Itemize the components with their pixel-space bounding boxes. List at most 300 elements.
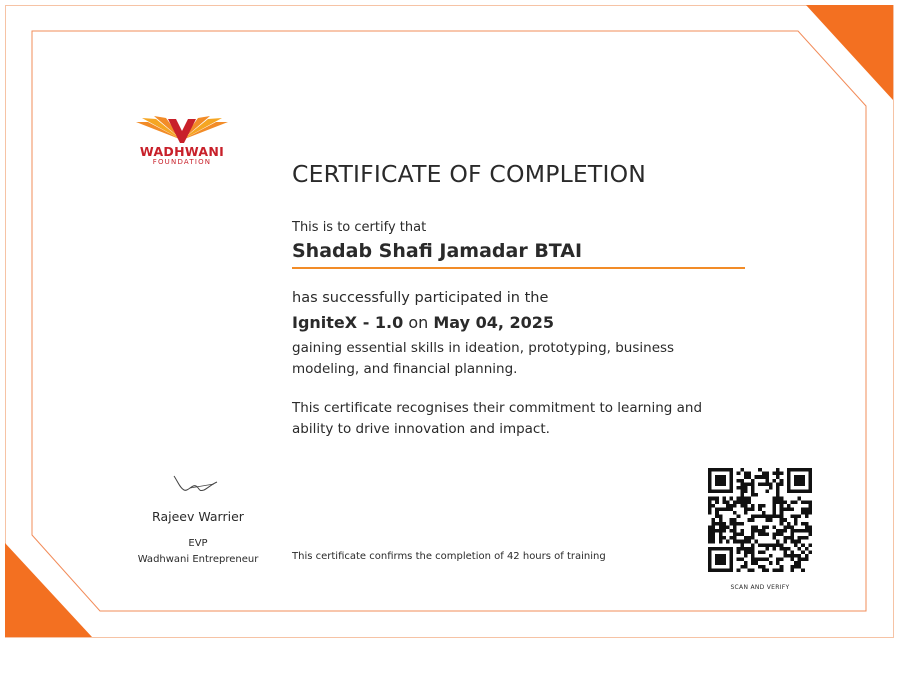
qr-module <box>769 482 773 486</box>
qr-module <box>787 522 791 526</box>
qr-module <box>808 525 812 529</box>
qr-module <box>790 550 794 554</box>
qr-module <box>790 533 794 537</box>
qr-module <box>730 522 734 526</box>
qr-module <box>773 479 777 483</box>
qr-module <box>780 472 784 476</box>
skills-text: gaining essential skills in ideation, prototyping, business modeling, and financial planning. <box>292 340 675 377</box>
qr-module <box>747 482 751 486</box>
qr-module <box>798 540 802 544</box>
qr-module <box>751 529 755 533</box>
qr-module <box>751 554 755 558</box>
qr-module <box>787 554 791 558</box>
qr-module <box>808 507 812 511</box>
qr-module <box>765 525 769 529</box>
qr-module <box>747 568 751 572</box>
qr-module <box>733 500 737 504</box>
qr-module <box>776 472 780 476</box>
qr-module <box>747 518 751 522</box>
qr-module <box>780 497 784 501</box>
qr-module <box>790 529 794 533</box>
qr-module <box>751 533 755 537</box>
qr-module <box>805 547 809 551</box>
qr-module <box>755 475 759 479</box>
qr-module <box>708 540 712 544</box>
qr-module <box>744 504 748 508</box>
qr-module <box>747 507 751 511</box>
qr-module <box>740 479 744 483</box>
qr-module <box>783 540 787 544</box>
qr-module <box>747 536 751 540</box>
qr-module <box>712 525 716 529</box>
qr-module <box>740 565 744 569</box>
qr-module <box>744 554 748 558</box>
qr-module <box>747 497 751 501</box>
qr-module <box>805 507 809 511</box>
qr-module <box>780 515 784 519</box>
qr-module <box>758 558 762 562</box>
qr-module <box>740 493 744 497</box>
qr-module <box>733 518 737 522</box>
qr-module <box>783 529 787 533</box>
qr-code-icon[interactable] <box>708 468 812 572</box>
qr-module <box>708 511 712 515</box>
signature-scribble <box>170 472 220 496</box>
qr-module <box>758 468 762 472</box>
qr-module <box>719 518 723 522</box>
qr-module <box>744 486 748 490</box>
qr-module <box>801 529 805 533</box>
qr-module <box>726 504 730 508</box>
qr-module <box>765 558 769 562</box>
qr-module <box>762 482 766 486</box>
qr-module <box>733 533 737 537</box>
qr-module <box>726 500 730 504</box>
qr-module <box>808 511 812 515</box>
qr-module <box>740 504 744 508</box>
qr-module <box>744 536 748 540</box>
qr-module <box>744 540 748 544</box>
qr-module <box>762 533 766 537</box>
qr-module <box>769 515 773 519</box>
qr-module <box>798 554 802 558</box>
qr-module <box>762 472 766 476</box>
qr-module <box>801 507 805 511</box>
qr-module <box>758 550 762 554</box>
qr-module <box>780 547 784 551</box>
qr-module <box>730 529 734 533</box>
qr-module <box>790 565 794 569</box>
qr-module <box>773 547 777 551</box>
certificate-title: CERTIFICATE OF COMPLETION <box>292 160 647 188</box>
qr-module <box>737 500 741 504</box>
qr-module <box>805 522 809 526</box>
qr-module <box>805 525 809 529</box>
qr-module <box>758 533 762 537</box>
qr-module <box>798 547 802 551</box>
qr-module <box>780 529 784 533</box>
qr-module <box>730 536 734 540</box>
qr-module <box>780 568 784 572</box>
qr-module <box>776 561 780 565</box>
qr-module <box>708 507 712 511</box>
qr-module <box>765 475 769 479</box>
qr-module <box>737 533 741 537</box>
qr-module <box>780 511 784 515</box>
qr-module <box>722 522 726 526</box>
qr-module <box>762 550 766 554</box>
qr-module <box>798 561 802 565</box>
qr-module <box>805 515 809 519</box>
qr-module <box>776 568 780 572</box>
qr-module <box>780 482 784 486</box>
qr-module <box>776 515 780 519</box>
qr-module <box>769 561 773 565</box>
qr-module <box>758 515 762 519</box>
qr-module <box>708 533 712 537</box>
qr-module <box>801 500 805 504</box>
qr-module <box>722 525 726 529</box>
qr-module <box>751 515 755 519</box>
qr-module <box>751 550 755 554</box>
qr-module <box>715 515 719 519</box>
qr-module <box>737 472 741 476</box>
qr-module <box>755 561 759 565</box>
qr-module <box>715 507 719 511</box>
qr-module <box>722 500 726 504</box>
qr-module <box>715 529 719 533</box>
qr-module <box>794 554 798 558</box>
qr-module <box>805 558 809 562</box>
qr-module <box>783 536 787 540</box>
qr-module <box>783 518 787 522</box>
qr-module <box>765 543 769 547</box>
qr-module <box>773 536 777 540</box>
qr-module <box>783 554 787 558</box>
qr-module <box>801 568 805 572</box>
qr-module <box>733 540 737 544</box>
qr-module <box>776 543 780 547</box>
qr-module <box>801 536 805 540</box>
qr-module <box>719 522 723 526</box>
signatory-role: EVP <box>188 538 208 549</box>
qr-module <box>769 543 773 547</box>
qr-module <box>712 522 716 526</box>
qr-module <box>730 497 734 501</box>
qr-module <box>751 490 755 494</box>
qr-module <box>790 515 794 519</box>
program-date: May 04, 2025 <box>433 313 555 332</box>
qr-module <box>773 568 777 572</box>
qr-module <box>708 504 712 508</box>
qr-module <box>790 568 794 572</box>
qr-module <box>787 536 791 540</box>
qr-module <box>733 525 737 529</box>
qr-module <box>780 543 784 547</box>
qr-module <box>773 504 777 508</box>
qr-finder-inner <box>715 475 726 486</box>
qr-module <box>726 540 730 544</box>
qr-module <box>712 533 716 537</box>
qr-module <box>733 522 737 526</box>
qr-module <box>755 515 759 519</box>
qr-module <box>733 536 737 540</box>
qr-module <box>762 558 766 562</box>
qr-module <box>744 475 748 479</box>
qr-module <box>740 490 744 494</box>
qr-module <box>715 497 719 501</box>
qr-module <box>783 500 787 504</box>
qr-module <box>794 565 798 569</box>
qr-module <box>780 507 784 511</box>
qr-module <box>708 536 712 540</box>
qr-module <box>787 547 791 551</box>
qr-module <box>744 490 748 494</box>
qr-module <box>783 550 787 554</box>
qr-module <box>715 522 719 526</box>
organization-logo <box>133 116 231 167</box>
qr-module <box>758 507 762 511</box>
recipient-name: Shadab Shafi Jamadar BTAI <box>292 240 583 262</box>
qr-module <box>790 558 794 562</box>
qr-module <box>790 536 794 540</box>
qr-module <box>808 550 812 554</box>
qr-module <box>751 525 755 529</box>
qr-module <box>744 500 748 504</box>
qr-module <box>790 525 794 529</box>
qr-module <box>762 568 766 572</box>
qr-module <box>719 525 723 529</box>
qr-module <box>773 543 777 547</box>
qr-module <box>722 507 726 511</box>
qr-module <box>712 536 716 540</box>
qr-module <box>737 550 741 554</box>
hours-statement: This certificate confirms the completion of 42 hours of training <box>292 551 606 562</box>
qr-module <box>794 540 798 544</box>
qr-module <box>805 500 809 504</box>
qr-module <box>798 536 802 540</box>
qr-module <box>755 558 759 562</box>
qr-module <box>780 522 784 526</box>
qr-module <box>762 515 766 519</box>
qr-module <box>740 558 744 562</box>
qr-finder-inner <box>794 475 805 486</box>
qr-module <box>776 558 780 562</box>
qr-module <box>755 525 759 529</box>
participation-text: has successfully participated in the <box>292 290 549 306</box>
logo-wordmark: WADHWANI <box>139 144 225 159</box>
qr-module <box>733 529 737 533</box>
qr-module <box>737 515 741 519</box>
qr-module <box>740 547 744 551</box>
qr-module <box>744 565 748 569</box>
qr-module <box>726 525 730 529</box>
qr-module <box>733 504 737 508</box>
qr-module <box>790 507 794 511</box>
wings-emblem-icon <box>134 116 230 144</box>
qr-module <box>780 518 784 522</box>
qr-module <box>744 472 748 476</box>
qr-module <box>762 543 766 547</box>
qr-module <box>740 482 744 486</box>
qr-module <box>722 529 726 533</box>
qr-module <box>798 558 802 562</box>
qr-module <box>776 529 780 533</box>
qr-module <box>712 518 716 522</box>
qr-module <box>776 482 780 486</box>
qr-module <box>805 554 809 558</box>
qr-module <box>737 558 741 562</box>
qr-module <box>744 550 748 554</box>
qr-module <box>794 529 798 533</box>
qr-finder-inner <box>715 554 726 565</box>
qr-module <box>808 504 812 508</box>
qr-module <box>708 525 712 529</box>
qr-module <box>787 507 791 511</box>
signatory-organization: Wadhwani Entrepreneur <box>137 554 259 565</box>
qr-module <box>758 565 762 569</box>
qr-module <box>769 486 773 490</box>
qr-module <box>712 504 716 508</box>
qr-module <box>715 500 719 504</box>
qr-module <box>708 500 712 504</box>
qr-module <box>780 558 784 562</box>
qr-module <box>708 497 712 501</box>
qr-module <box>730 518 734 522</box>
qr-module <box>798 565 802 569</box>
qr-module <box>776 540 780 544</box>
qr-module <box>762 511 766 515</box>
qr-module <box>790 500 794 504</box>
qr-module <box>765 568 769 572</box>
qr-module <box>715 511 719 515</box>
qr-module <box>737 479 741 483</box>
qr-module <box>722 497 726 501</box>
qr-module <box>762 475 766 479</box>
qr-module <box>744 507 748 511</box>
on-word: on <box>408 313 429 332</box>
qr-module <box>755 540 759 544</box>
qr-module <box>776 497 780 501</box>
qr-module <box>801 550 805 554</box>
signatory-block <box>118 509 278 567</box>
qr-module <box>773 533 777 537</box>
qr-module <box>726 507 730 511</box>
certify-intro: This is to certify that <box>292 220 427 235</box>
qr-module <box>794 561 798 565</box>
qr-module <box>751 547 755 551</box>
qr-module <box>737 486 741 490</box>
qr-module <box>758 482 762 486</box>
qr-module <box>776 500 780 504</box>
qr-module <box>719 540 723 544</box>
logo-subtitle: FOUNDATION <box>152 158 212 166</box>
qr-module <box>808 500 812 504</box>
qr-module <box>765 479 769 483</box>
qr-module <box>758 529 762 533</box>
qr-module <box>776 475 780 479</box>
qr-module <box>758 543 762 547</box>
qr-module <box>747 547 751 551</box>
qr-module <box>751 543 755 547</box>
qr-module <box>755 529 759 533</box>
qr-module <box>740 533 744 537</box>
qr-module <box>776 486 780 490</box>
qr-module <box>744 547 748 551</box>
qr-module <box>719 536 723 540</box>
program-name: IgniteX - 1.0 <box>292 313 404 332</box>
qr-module <box>787 504 791 508</box>
qr-module <box>762 565 766 569</box>
qr-module <box>769 554 773 558</box>
qr-module <box>765 547 769 551</box>
qr-module <box>783 507 787 511</box>
signatory-name: Rajeev Warrier <box>152 509 244 524</box>
qr-module <box>762 529 766 533</box>
qr-module <box>794 543 798 547</box>
qr-module <box>719 533 723 537</box>
qr-module <box>751 561 755 565</box>
qr-module <box>780 565 784 569</box>
qr-module <box>747 472 751 476</box>
qr-module <box>780 500 784 504</box>
qr-module <box>790 554 794 558</box>
qr-module <box>719 529 723 533</box>
qr-module <box>751 479 755 483</box>
qr-module <box>783 525 787 529</box>
qr-module <box>808 533 812 537</box>
qr-module <box>794 518 798 522</box>
qr-module <box>751 558 755 562</box>
qr-module <box>762 525 766 529</box>
qr-module <box>765 482 769 486</box>
qr-module <box>755 493 759 497</box>
recognition-text: This certificate recognises their commitment to learning and ability to drive innovation and impact. <box>292 400 703 437</box>
qr-module <box>708 529 712 533</box>
qr-module <box>780 533 784 537</box>
qr-module <box>801 543 805 547</box>
qr-module <box>744 482 748 486</box>
qr-module <box>808 543 812 547</box>
qr-module <box>773 515 777 519</box>
qr-module <box>762 504 766 508</box>
qr-module <box>758 475 762 479</box>
qr-module <box>737 522 741 526</box>
event-line <box>292 313 554 332</box>
qr-module <box>783 547 787 551</box>
qr-module <box>730 504 734 508</box>
qr-module <box>776 533 780 537</box>
qr-module <box>740 522 744 526</box>
qr-module <box>780 479 784 483</box>
qr-module <box>787 525 791 529</box>
qr-module <box>801 511 805 515</box>
qr-module <box>798 515 802 519</box>
qr-module <box>744 497 748 501</box>
qr-module <box>805 536 809 540</box>
qr-module <box>747 475 751 479</box>
qr-module <box>801 558 805 562</box>
qr-module <box>737 540 741 544</box>
qr-module <box>751 482 755 486</box>
qr-module <box>769 518 773 522</box>
qr-module <box>765 472 769 476</box>
qr-module <box>805 529 809 533</box>
qr-module <box>751 493 755 497</box>
qr-module <box>751 518 755 522</box>
qr-module <box>712 529 716 533</box>
qr-module <box>751 568 755 572</box>
